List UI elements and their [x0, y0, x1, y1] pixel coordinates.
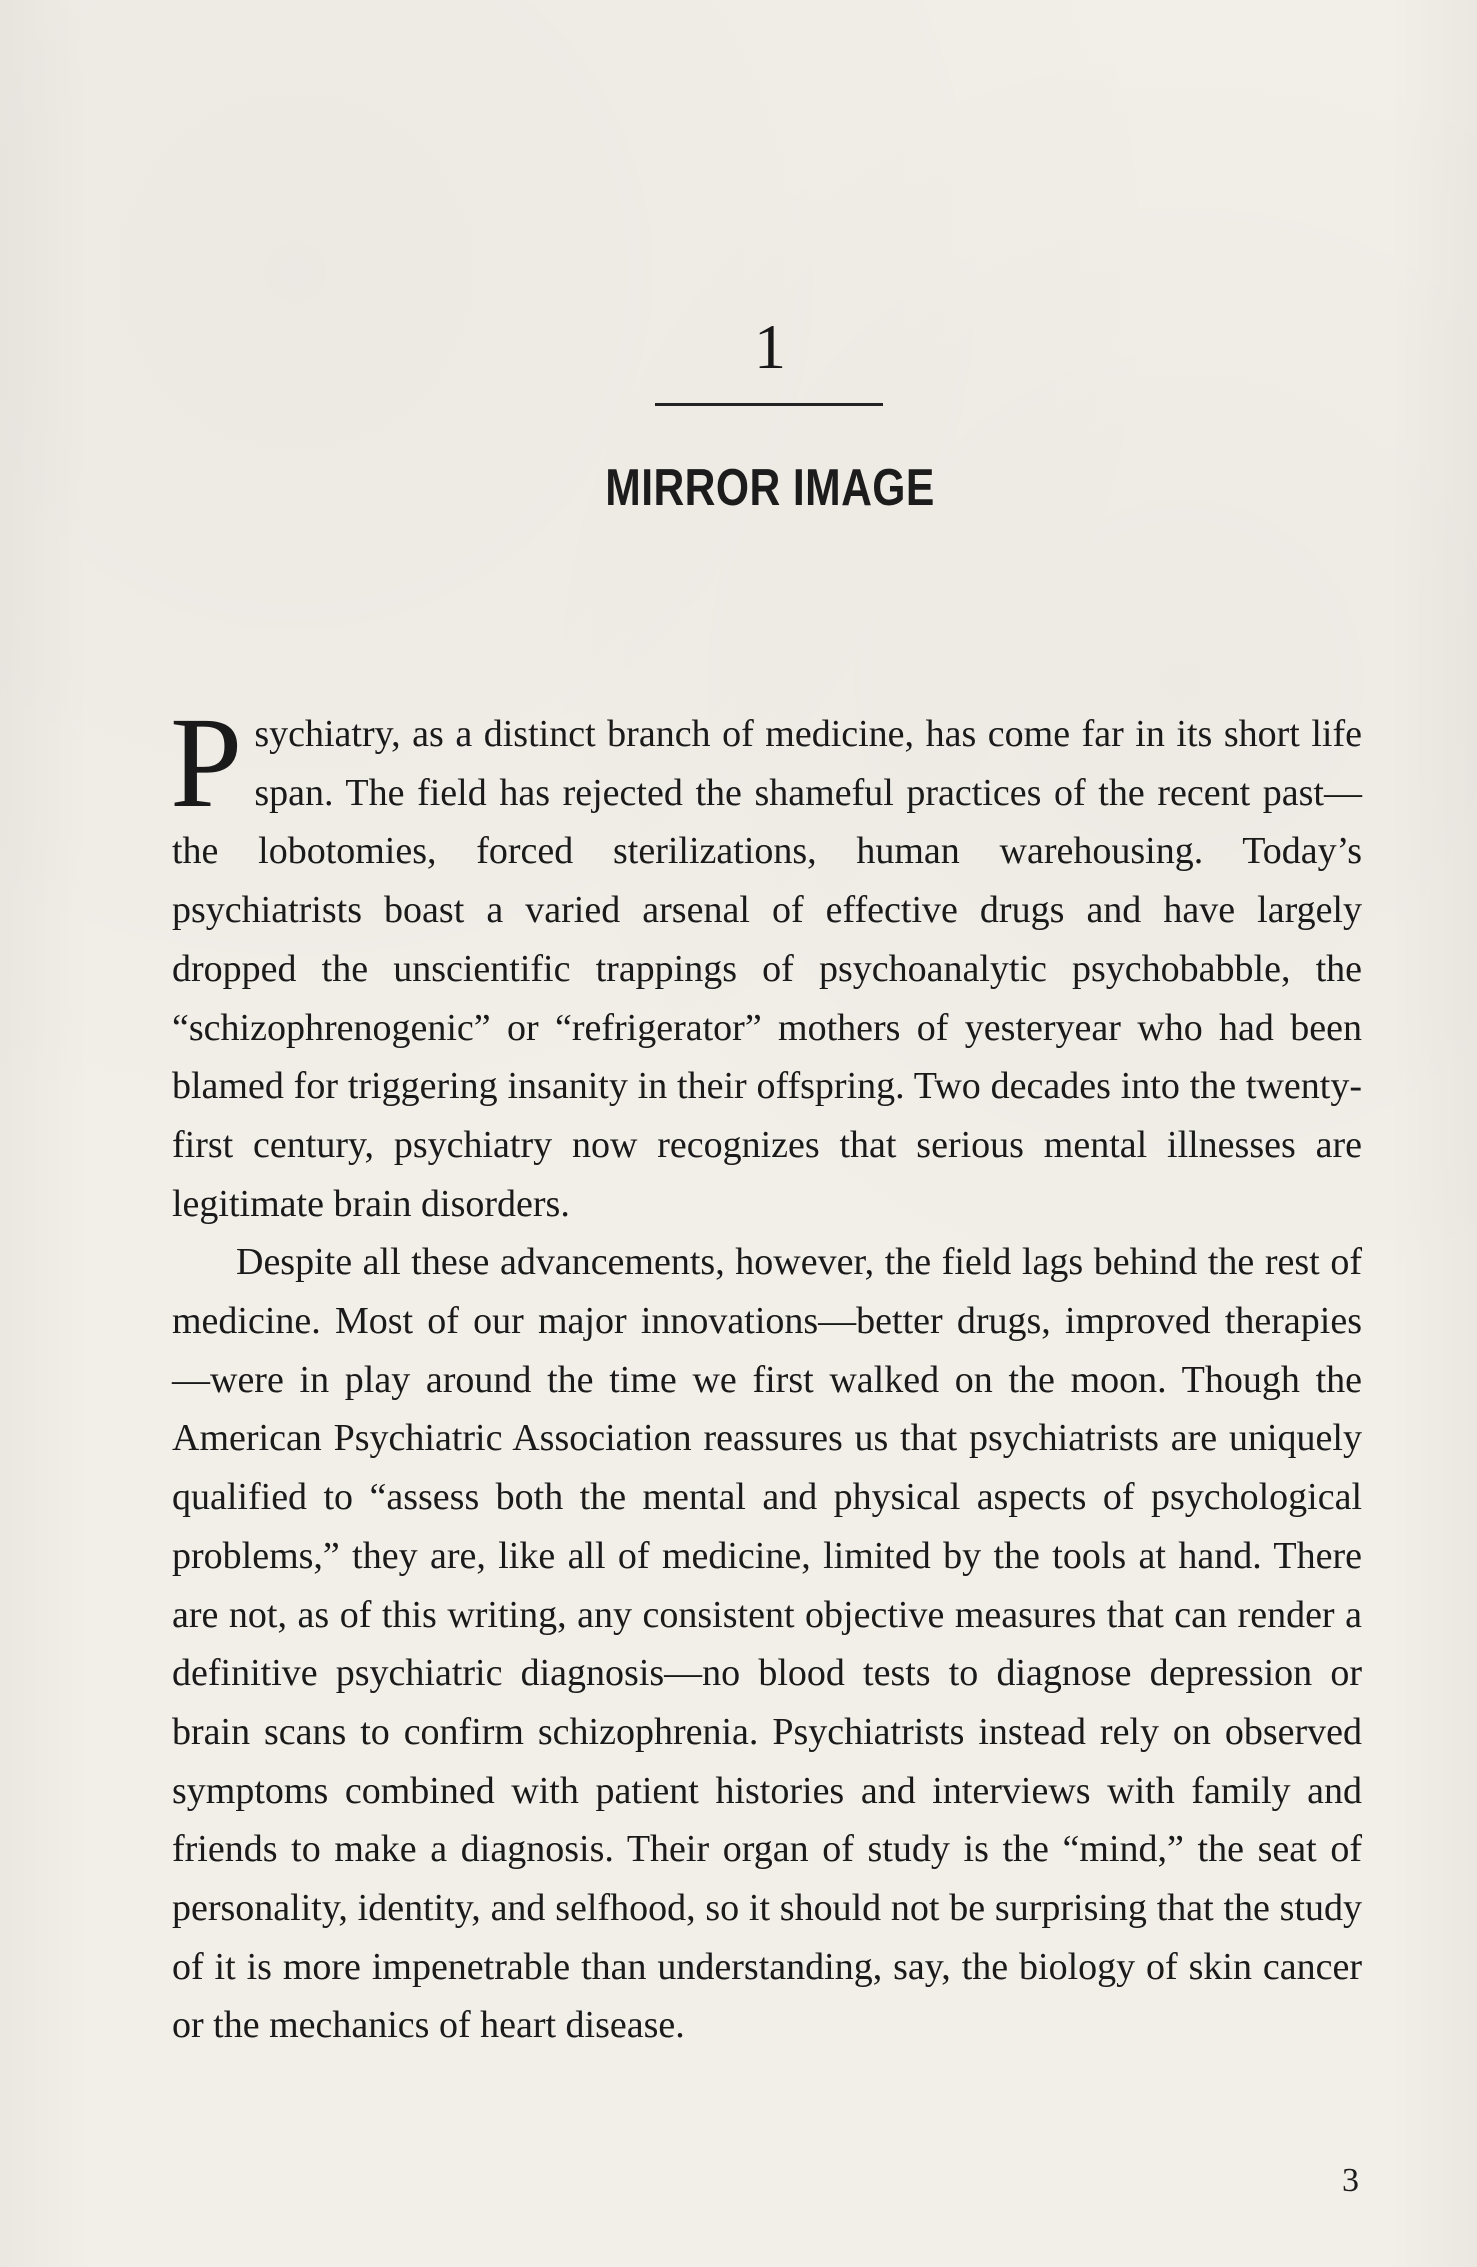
chapter-number: 1 [754, 311, 786, 382]
chapter-body [170, 691, 1362, 2055]
chapter-divider [655, 403, 883, 406]
paragraph-1-text: sychiatry, as a distinct branch of medicine, has come far in its short life span. The field has rejected the shameful practices of the recent past—the lobotomies, forced sterilizations, human warehousing. Today’s psychiatrists boast a varied arsenal of effective drugs and have largely dropped the unscientific trappings of psychoanalytic psychobabble, the “schizophrenogenic” or “refrigerator” mothers of yesteryear who had been blamed for triggering insanity in their offspring. Two decades into the twenty-first century, psychiatry now recognizes that serious mental illnesses are legitimate brain disorders. [172, 713, 1362, 1225]
drop-cap: P [170, 691, 243, 835]
paragraph-1 [170, 691, 1362, 1233]
chapter-title: MIRROR IMAGE [605, 459, 935, 517]
paragraph-2: Despite all these advancements, however, the field lags behind the rest of medicine. Most of our major innovations—better drugs, improved therapies—were in play around the time we first walked on the moon. Though the American Psychiatric Association reassures us that psychiatrists are uniquely qualified to “assess both the mental and physical aspects of psychological problems,” they are, like all of medicine, limited by the tools at hand. There are not, as of this writing, any consistent objective measures that can render a definitive psychiatric diagnosis—no blood tests to diagnose depression or brain scans to confirm schizophrenia. Psychiatrists instead rely on observed symptoms combined with patient histories and interviews with family and friends to make a diagnosis. Their organ of study is the “mind,” the seat of personality, identity, and selfhood, so it should not be surprising that the study of it is more impenetrable than understanding, say, the biology of skin cancer or the mechanics of heart disease. [172, 1241, 1362, 2047]
page-number: 3 [1342, 2162, 1359, 2199]
